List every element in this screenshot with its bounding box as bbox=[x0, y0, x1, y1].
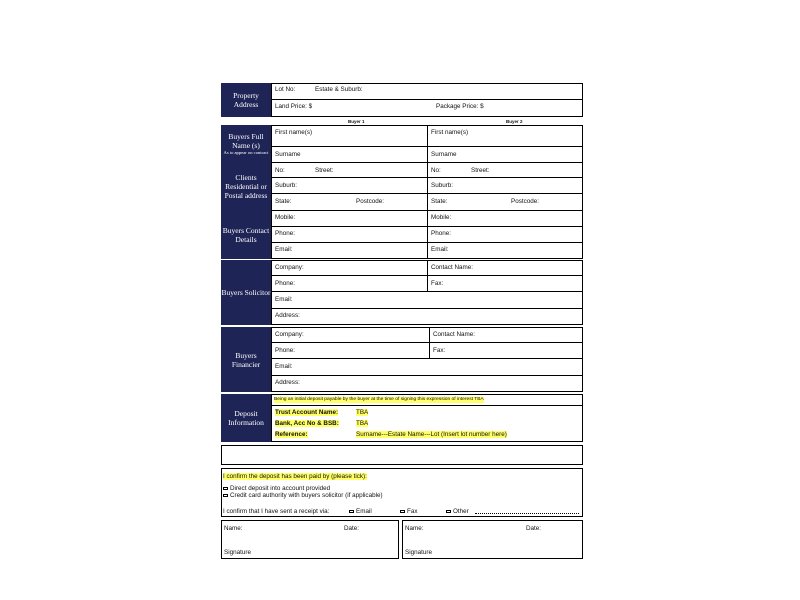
financier-company[interactable]: Company: bbox=[275, 331, 304, 338]
property-address-label bbox=[221, 83, 271, 117]
checkbox-icon[interactable] bbox=[349, 510, 354, 514]
financier-label-text: Buyers Financier bbox=[231, 350, 261, 369]
deposit-intro: Being an initial deposit payable by the buyer at the time of signing this expression of interest TBA bbox=[274, 397, 484, 402]
land-price-field[interactable]: Land Price: $ bbox=[275, 103, 313, 110]
blank-box bbox=[221, 445, 583, 465]
confirm-option-credit-card-text: Credit card authority with buyers solicitor (if applicable) bbox=[230, 492, 383, 499]
package-price-field[interactable]: Package Price: $ bbox=[436, 103, 484, 110]
receipt-email-option[interactable] bbox=[349, 508, 372, 515]
divider bbox=[271, 358, 583, 359]
reference-label: Reference: bbox=[275, 431, 308, 438]
lot-no-field[interactable]: Lot No: bbox=[275, 86, 296, 93]
trust-account-label: Trust Account Name: bbox=[275, 409, 339, 416]
divider bbox=[271, 210, 583, 211]
confirm-option-credit-card[interactable] bbox=[223, 492, 383, 499]
bank-account-value: TBA bbox=[356, 420, 369, 427]
divider bbox=[271, 177, 583, 178]
signature2-date[interactable]: Date: bbox=[526, 525, 542, 532]
solicitor-phone[interactable]: Phone: bbox=[275, 280, 295, 287]
receipt-fax-text: Fax bbox=[407, 508, 418, 515]
reference-value: Surname---Estate Name---Lot (Insert lot number here) bbox=[356, 431, 507, 438]
confirm-title: I confirm the deposit has been paid by (please tick): bbox=[223, 473, 367, 480]
receipt-other-line[interactable] bbox=[475, 513, 579, 514]
solicitor-label bbox=[221, 260, 271, 325]
buyer2-surname[interactable]: Surname bbox=[431, 151, 457, 158]
deposit-label-text: Deposit Information bbox=[228, 409, 264, 427]
divider bbox=[271, 405, 583, 406]
signature1-name[interactable]: Name: bbox=[224, 525, 243, 532]
checkbox-icon[interactable] bbox=[446, 510, 451, 514]
buyer1-email[interactable]: Email: bbox=[275, 246, 293, 253]
divider bbox=[271, 291, 583, 292]
buyer1-no[interactable]: No: bbox=[275, 167, 285, 174]
buyer1-header: Buyer 1 bbox=[348, 119, 365, 124]
financier-email[interactable]: Email: bbox=[275, 363, 293, 370]
checkbox-icon[interactable] bbox=[223, 494, 228, 498]
buyer1-mobile[interactable]: Mobile: bbox=[275, 214, 296, 221]
financier-phone[interactable]: Phone: bbox=[275, 347, 295, 354]
divider bbox=[271, 226, 583, 227]
solicitor-address[interactable]: Address: bbox=[275, 312, 300, 319]
buyer2-street[interactable]: Street: bbox=[471, 167, 490, 174]
buyer2-phone[interactable]: Phone: bbox=[431, 230, 451, 237]
confirm-option-direct-deposit[interactable] bbox=[223, 485, 330, 492]
divider bbox=[271, 242, 583, 243]
solicitor-fax[interactable]: Fax: bbox=[431, 280, 444, 287]
buyers-name-label-text: Buyers Full Name (s) bbox=[228, 131, 264, 150]
financier-fax[interactable]: Fax: bbox=[433, 347, 446, 354]
signature1-signature[interactable]: Signature bbox=[224, 549, 251, 556]
confirm-option-direct-deposit-text: Direct deposit into account provided bbox=[230, 485, 331, 492]
buyer2-suburb[interactable]: Suburb: bbox=[431, 182, 454, 189]
divider bbox=[271, 146, 583, 147]
financier-box bbox=[271, 327, 583, 392]
buyer2-email[interactable]: Email: bbox=[431, 246, 449, 253]
buyers-name-label bbox=[221, 125, 271, 162]
divider bbox=[271, 275, 583, 276]
receipt-email-text: Email bbox=[356, 508, 372, 515]
receipt-text: I confirm that I have sent a receipt via: bbox=[223, 508, 330, 515]
signature1-date[interactable]: Date: bbox=[344, 525, 360, 532]
financier-label bbox=[221, 327, 271, 392]
trust-account-value: TBA bbox=[356, 409, 369, 416]
buyer2-header: Buyer 2 bbox=[506, 119, 523, 124]
checkbox-icon[interactable] bbox=[223, 487, 228, 491]
buyer2-no[interactable]: No: bbox=[431, 167, 441, 174]
buyer2-state[interactable]: State: bbox=[431, 198, 448, 205]
buyer1-surname[interactable]: Surname bbox=[275, 151, 301, 158]
buyer1-suburb[interactable]: Suburb: bbox=[275, 182, 298, 189]
property-address-label-text: Property Address bbox=[233, 91, 259, 109]
address-label-text: Clients Residential or Postal address bbox=[224, 172, 268, 200]
solicitor-company[interactable]: Company: bbox=[275, 264, 304, 271]
buyer2-first-name[interactable]: First name(s) bbox=[431, 129, 469, 136]
receipt-fax-option[interactable] bbox=[400, 508, 418, 515]
divider bbox=[271, 193, 583, 194]
solicitor-email[interactable]: Email: bbox=[275, 296, 293, 303]
receipt-other-text: Other bbox=[453, 508, 469, 515]
signature2-name[interactable]: Name: bbox=[405, 525, 424, 532]
divider bbox=[271, 342, 583, 343]
financier-address[interactable]: Address: bbox=[275, 379, 300, 386]
contact-label bbox=[221, 210, 271, 259]
buyer1-state[interactable]: State: bbox=[275, 198, 292, 205]
solicitor-contact-name[interactable]: Contact Name: bbox=[431, 264, 473, 271]
buyers-name-sub: As to appear on contract bbox=[223, 149, 269, 155]
checkbox-icon[interactable] bbox=[400, 510, 405, 514]
bank-account-label: Bank, Acc No & BSB: bbox=[275, 420, 339, 427]
divider bbox=[271, 99, 583, 100]
buyer1-postcode[interactable]: Postcode: bbox=[356, 198, 385, 205]
financier-contact-name[interactable]: Contact Name: bbox=[433, 331, 475, 338]
divider bbox=[271, 308, 583, 309]
signature2-signature[interactable]: Signature bbox=[405, 549, 432, 556]
estate-suburb-field[interactable]: Estate & Suburb: bbox=[315, 86, 363, 93]
buyer2-mobile[interactable]: Mobile: bbox=[431, 214, 452, 221]
buyer1-first-name[interactable]: First name(s) bbox=[275, 129, 313, 136]
divider bbox=[271, 375, 583, 376]
divider bbox=[271, 162, 583, 163]
buyer1-phone[interactable]: Phone: bbox=[275, 230, 295, 237]
buyer1-street[interactable]: Street: bbox=[315, 167, 334, 174]
buyer2-postcode[interactable]: Postcode: bbox=[511, 198, 540, 205]
deposit-label bbox=[221, 394, 271, 442]
solicitor-label-text: Buyers Solicitor bbox=[221, 288, 271, 297]
address-label bbox=[221, 162, 271, 210]
contact-label-text: Buyers Contact Details bbox=[222, 225, 270, 244]
receipt-other-option[interactable] bbox=[446, 508, 469, 515]
